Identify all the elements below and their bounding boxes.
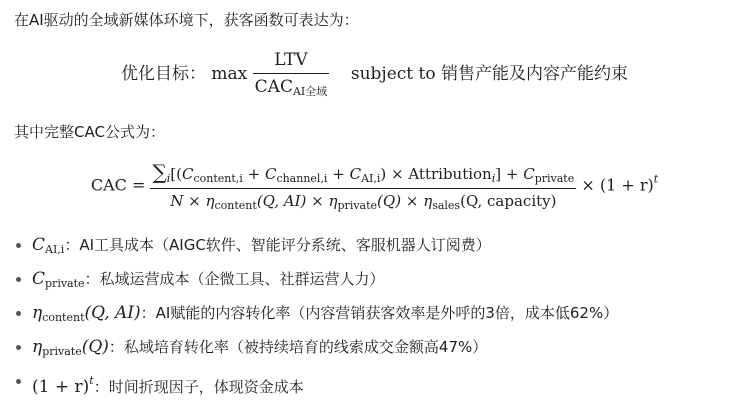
term-symbol: C	[32, 235, 46, 255]
term-symbol: (1 + r)	[32, 377, 90, 397]
list-item	[14, 366, 618, 400]
c-ai: C	[349, 165, 362, 183]
plus-2: +	[332, 165, 345, 183]
eta-sales-args: (Q, capacity)	[460, 192, 557, 210]
eta-private-sub: private	[337, 199, 378, 212]
subject-to: subject to	[350, 64, 436, 84]
ltv-cac-fraction	[253, 50, 330, 99]
attribution-sub: i	[491, 172, 496, 185]
cac-numerator	[150, 160, 576, 188]
max-operator: max	[211, 64, 248, 84]
eta-sales-sub: sales	[432, 199, 461, 212]
cac-denominator-expression	[150, 188, 576, 212]
cac-equation	[0, 160, 749, 212]
term-args: (Q)	[81, 337, 109, 357]
open-bracket: [(	[170, 165, 182, 183]
cac-intro-text: 其中完整CAC公式为：	[14, 123, 165, 141]
term-symbol: η	[32, 337, 43, 357]
list-item	[14, 298, 618, 332]
intro-text: 在AI驱动的全域新媒体环境下，获客函数可表达为：	[14, 11, 359, 29]
objective-equation	[0, 50, 749, 99]
term-description: ：AI赋能的内容转化率（内容营销获客效率是外呼的3倍，成本低62%）	[140, 304, 619, 322]
eta-private: η	[328, 192, 338, 210]
term-symbol: η	[32, 303, 43, 323]
eta-content: η	[205, 192, 215, 210]
c-private: C	[523, 165, 535, 183]
times-1: ×	[188, 192, 201, 210]
eta-sales: η	[423, 192, 433, 210]
term-subscript: private	[42, 345, 82, 358]
sum-index: i	[166, 172, 171, 185]
cac-denominator	[253, 73, 330, 99]
objective-label: 优化目标：	[121, 64, 206, 84]
term-subscript: AI,i	[45, 243, 65, 256]
term-description: ：时间折现因子，体现资金成本	[93, 378, 304, 396]
term-description: ：私域培育转化率（被持续培育的线索成交金额高47%）	[108, 338, 488, 356]
bullet-dot	[16, 379, 21, 384]
eta-content-args: (Q, AI)	[256, 192, 307, 210]
eta-private-args: (Q)	[377, 192, 402, 210]
list-item	[14, 230, 618, 264]
term-description: ：私域运营成本（企微工具、社群运营人力）	[84, 270, 385, 288]
list-item	[14, 332, 618, 366]
constraints-text: 销售产能及内容产能约束	[441, 64, 628, 84]
c-channel-sub: channel,i	[276, 172, 328, 185]
c-content-sub: content,i	[193, 172, 243, 185]
list-item	[14, 264, 618, 298]
discount-tail: × (1 + r)	[581, 175, 654, 195]
ltv-numerator: LTV	[274, 50, 308, 70]
definition-list	[14, 230, 618, 400]
cac-symbol: CAC	[254, 77, 293, 97]
term-description: ：AI工具成本（AIGC软件、智能评分系统、客服机器人订阅费）	[64, 236, 491, 254]
times-2: ×	[311, 192, 324, 210]
bullet-dot	[16, 243, 21, 248]
cac-fraction	[150, 160, 576, 212]
attribution: ) × Attribution	[380, 165, 492, 183]
sum-symbol: ∑	[152, 160, 167, 184]
term-args: (Q, AI)	[84, 303, 141, 323]
c-private-sub: private	[534, 172, 575, 185]
plus-1: +	[247, 165, 261, 183]
term-superscript: t	[89, 374, 94, 387]
c-ai-sub: AI,i	[361, 172, 381, 185]
term-subscript: content	[42, 311, 85, 324]
c-channel: C	[264, 165, 277, 183]
cac-subscript: AI全域	[292, 85, 328, 98]
discount-exponent: t	[653, 172, 659, 186]
bullet-dot	[16, 311, 21, 316]
term-subscript: private	[45, 277, 85, 290]
cac-lhs: CAC	[90, 175, 127, 195]
eta-content-sub: content	[214, 199, 257, 212]
bullet-dot	[16, 277, 21, 282]
n-symbol: N	[170, 192, 184, 210]
c-content: C	[182, 165, 194, 183]
bullet-dot	[16, 345, 21, 350]
equals-sign: =	[131, 175, 146, 195]
close-bracket: ] +	[495, 165, 519, 183]
term-symbol: C	[32, 269, 46, 289]
times-3: ×	[405, 192, 419, 210]
